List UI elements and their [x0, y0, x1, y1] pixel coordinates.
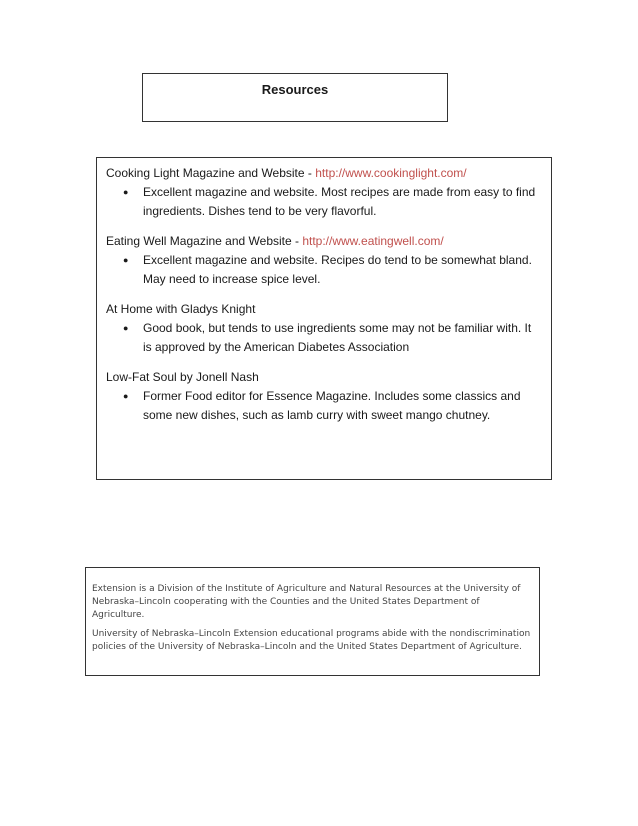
resource-name: Cooking Light Magazine and Website -	[106, 166, 316, 180]
bullet-dot-icon: ●	[123, 323, 129, 333]
bullet-dot-icon: ●	[123, 255, 129, 265]
resource-item	[106, 164, 543, 221]
resource-bullet	[106, 387, 543, 425]
resource-description: Excellent magazine and website. Recipes do tend to be somewhat bland. May need to increase spice level.	[143, 253, 532, 286]
resource-link[interactable]: http://www.eatingwell.com/	[302, 234, 444, 248]
resource-item	[106, 368, 543, 425]
bullet-dot-icon: ●	[123, 187, 129, 197]
resource-name: Low-Fat Soul by Jonell Nash	[106, 370, 259, 384]
resource-description: Former Food editor for Essence Magazine. Includes some classics and some new dishes, such as lamb curry with sweet mango chutney.	[143, 389, 521, 422]
resource-bullet	[106, 319, 543, 357]
resource-item	[106, 232, 543, 289]
extension-footer	[85, 567, 540, 676]
resource-name: Eating Well Magazine and Website -	[106, 234, 303, 248]
resource-name: At Home with Gladys Knight	[106, 302, 256, 316]
resource-bullet	[106, 251, 543, 289]
bullet-dot-icon: ●	[123, 391, 129, 401]
resource-heading	[106, 368, 543, 387]
resource-link[interactable]: http://www.cookinglight.com/	[315, 166, 467, 180]
footer-paragraph: Extension is a Division of the Institute of Agriculture and Natural Resources at the University of Nebraska–Lincoln cooperating with the Counties and the United States Department of Agriculture.	[92, 584, 521, 620]
resources-list	[96, 157, 552, 480]
page-title: Resources	[261, 82, 329, 97]
resource-description: Good book, but tends to use ingredients some may not be familiar with. It is approved by the American Diabetes Association	[143, 321, 532, 354]
resource-item	[106, 300, 543, 357]
footer-paragraph: University of Nebraska–Lincoln Extension educational programs abide with the nondiscrimination policies of the University of Nebraska–Lincoln and the United States Department of Agriculture.	[92, 629, 531, 652]
resource-heading	[106, 232, 543, 251]
resource-description: Excellent magazine and website. Most recipes are made from easy to find ingredients. Dishes tend to be very flavorful.	[143, 185, 536, 218]
resource-heading	[106, 164, 543, 183]
title-box	[142, 73, 448, 122]
resource-bullet	[106, 183, 543, 221]
resource-heading	[106, 300, 543, 319]
